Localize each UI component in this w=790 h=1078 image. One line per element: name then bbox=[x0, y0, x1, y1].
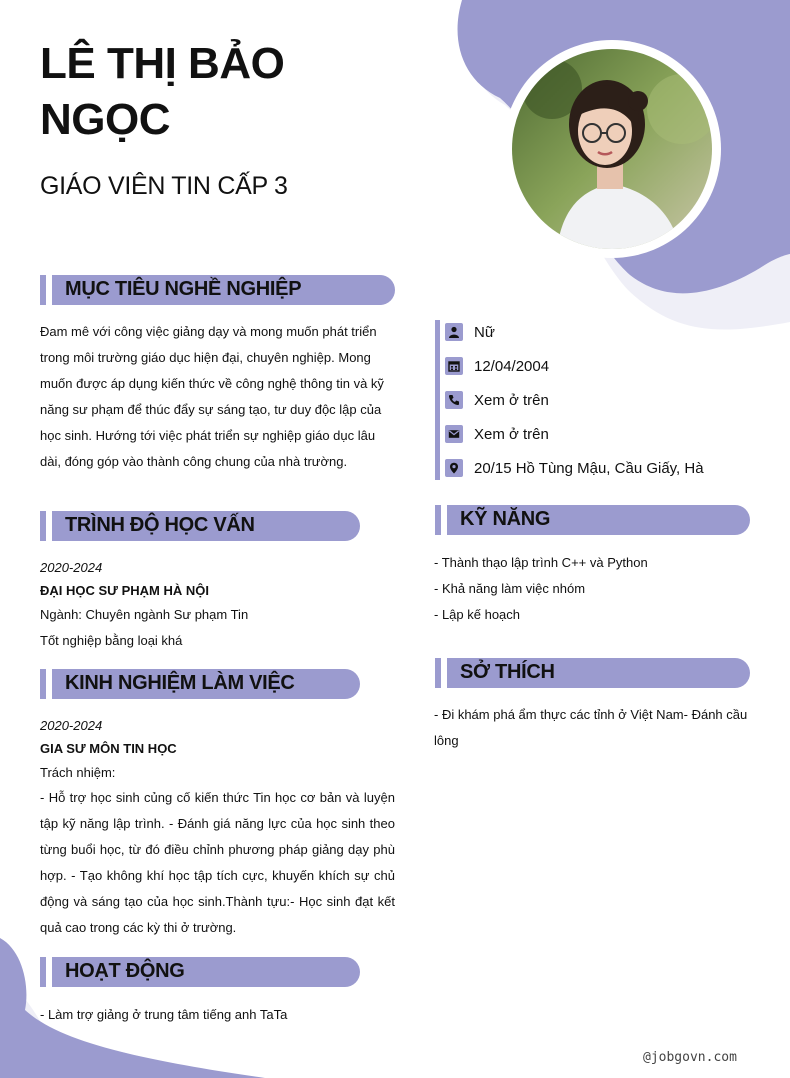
contact-address bbox=[445, 457, 704, 479]
activity-item: - Làm trợ giảng ở trung tâm tiếng anh TaTa bbox=[40, 1007, 288, 1022]
skill-item: - Lập kế hoạch bbox=[434, 607, 521, 622]
portrait-illustration bbox=[512, 49, 712, 249]
hobbies-text: - Đi khám phá ẩm thực các tỉnh ở Việt Nam- Đánh cầu lông bbox=[434, 707, 748, 748]
contact-value: 20/15 Hồ Tùng Mậu, Cầu Giấy, Hà bbox=[474, 459, 704, 477]
contact-accent-bar bbox=[435, 320, 440, 480]
location-icon bbox=[445, 459, 463, 477]
section-header-education bbox=[40, 511, 360, 541]
person-icon bbox=[445, 323, 463, 341]
section-header-objective bbox=[40, 275, 395, 305]
section-title-objective: MỤC TIÊU NGHỀ NGHIỆP bbox=[65, 278, 302, 300]
contact-email bbox=[445, 423, 549, 445]
section-title-experience: KINH NGHIỆM LÀM VIỆC bbox=[65, 672, 295, 694]
objective-text: Đam mê với công việc giảng dạy và mong muốn phát triển trong môi trường giáo dục hiện đại, chuyên nghiệp. Mong muốn được áp dụng kiến thức về công nghệ thông tin và kỹ năng sư phạm để thúc đẩy sự sáng tạo, tư duy độc lập của học sinh. Hướng tới việc phát triển sự nghiệp giáo dục lâu dài, đóng góp vào thành công chung của nhà trường. bbox=[40, 324, 384, 469]
section-title-education: TRÌNH ĐỘ HỌC VẤN bbox=[65, 514, 255, 536]
candidate-name: LÊ THỊ BẢO NGỌC bbox=[40, 39, 285, 144]
contact-gender bbox=[445, 321, 495, 343]
phone-icon bbox=[445, 391, 463, 409]
education-school: ĐẠI HỌC SƯ PHẠM HÀ NỘI bbox=[40, 583, 209, 598]
contact-value: 12/04/2004 bbox=[474, 357, 550, 375]
job-title: GIÁO VIÊN TIN CẤP 3 bbox=[40, 172, 288, 200]
mail-icon bbox=[445, 425, 463, 443]
education-period: 2020-2024 bbox=[40, 560, 103, 575]
contact-value: Xem ở trên bbox=[474, 391, 549, 409]
section-header-experience bbox=[40, 669, 360, 699]
skill-item: - Thành thạo lập trình C++ và Python bbox=[434, 555, 648, 570]
experience-period: 2020-2024 bbox=[40, 718, 103, 733]
section-title-hobbies: SỞ THÍCH bbox=[460, 661, 555, 683]
experience-details: - Hỗ trợ học sinh củng cố kiến thức Tin học cơ bản và luyện tập kỹ năng lập trình. - Đánh giá năng lực của học sinh theo từng buổi học, từ đó điều chỉnh phương pháp giảng dạy phù hợp. - Tạo không khí học tập tích cực, khuyến khích sự chủ động và sáng tạo của học sinh.Thành tựu:- Học sinh đạt kết quả cao trong các kỳ thi ở trường. bbox=[40, 790, 395, 935]
education-major: Ngành: Chuyên ngành Sư phạm Tin bbox=[40, 607, 249, 622]
section-header-hobbies bbox=[435, 658, 750, 688]
portrait-photo bbox=[512, 49, 712, 249]
contact-phone bbox=[445, 389, 549, 411]
education-grade: Tốt nghiệp bằng loại khá bbox=[40, 633, 183, 648]
experience-responsibility-label: Trách nhiệm: bbox=[40, 765, 116, 780]
section-title-skills: KỸ NĂNG bbox=[460, 508, 551, 530]
watermark: @jobgovn.com bbox=[643, 1050, 737, 1065]
contact-value: Xem ở trên bbox=[474, 425, 549, 443]
section-title-activities: HOẠT ĐỘNG bbox=[65, 960, 185, 982]
skill-item: - Khả năng làm việc nhóm bbox=[434, 581, 586, 596]
contact-value: Nữ bbox=[474, 323, 495, 341]
experience-position: GIA SƯ MÔN TIN HỌC bbox=[40, 741, 177, 756]
section-header-skills bbox=[435, 505, 750, 535]
calendar-icon bbox=[445, 357, 463, 375]
contact-birthdate bbox=[445, 355, 549, 377]
section-header-activities bbox=[40, 957, 360, 987]
